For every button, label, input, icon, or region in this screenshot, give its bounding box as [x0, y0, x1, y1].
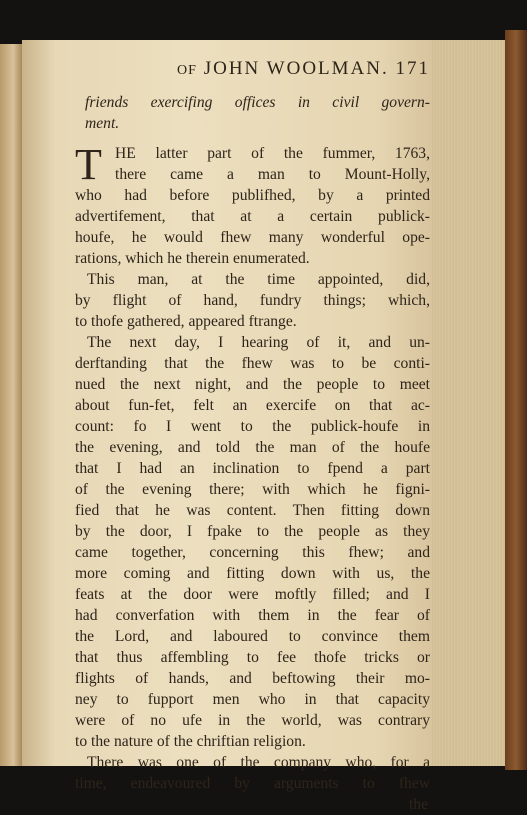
text-line: that thus affembling to fee thofe tricks or [75, 649, 430, 666]
text-line: who had before publifhed, by a printed [75, 187, 430, 204]
paragraph-1 [75, 140, 430, 189]
text-line: by the door, I fpake to the people as they [75, 523, 430, 540]
text-line: There was one of the company who, for a [87, 754, 430, 771]
text-line: to the nature of the chriftian religion. [75, 733, 306, 750]
text-line: more coming and fitting down with us, the [75, 565, 430, 582]
text-line: the evening, and told the man of the houfe [75, 439, 430, 456]
carryover-line: friends exercifing offices in civil govern- [85, 94, 430, 111]
drop-cap: T [75, 140, 102, 189]
text-line: that I had an inclination to fpend a part [75, 460, 430, 477]
text-line: to thofe gathered, appeared ftrange. [75, 313, 297, 330]
text-line: by flight of hand, fundry things; which, [75, 292, 430, 309]
text-line: fied that he was content. Then fitting down [75, 502, 430, 519]
text-line: there came a man to Mount-Holly, [115, 166, 430, 183]
text-line: This man, at the time appointed, did, [87, 271, 430, 288]
text-line: advertifement, that at a certain publick- [75, 208, 430, 225]
header-prefix: OF [177, 63, 197, 78]
header-title: JOHN WOOLMAN. [203, 58, 389, 79]
text-line: feats at the door were moftly filled; and I [75, 586, 430, 603]
text-line: of the evening there; with which he figni- [75, 481, 430, 498]
page-number: 171 [395, 58, 430, 79]
text-line: time, endeavoured by arguments to fhew [75, 775, 430, 792]
text-line: about fun-fet, felt an exercife on that ac- [75, 397, 430, 414]
text-line: ney to fupport men who in that capacity [75, 691, 430, 708]
text-line: derftanding that the fhew was to be conti- [75, 355, 430, 372]
text-line: nued the next night, and the people to meet [75, 376, 430, 393]
text-line: count: fo I went to the publick-houfe in [75, 418, 430, 435]
book-cover [505, 30, 527, 770]
carryover-line: ment. [85, 115, 120, 132]
text-line: flights of hands, and beftowing their mo- [75, 670, 430, 687]
text-line: were of no ufe in the world, was contrary [75, 712, 430, 729]
text-line: had converfation with them in the fear of [75, 607, 430, 624]
left-page-edge [0, 44, 22, 766]
text-line: The next day, I hearing of it, and un- [87, 334, 430, 351]
text-line: the Lord, and laboured to convince them [75, 628, 430, 645]
text-line: HE latter part of the fummer, 1763, [115, 145, 430, 162]
text-line: came together, concerning this fhew; and [75, 544, 430, 561]
text-line: houfe, he would fhew many wonderful ope- [75, 229, 430, 246]
catchword: the [408, 796, 428, 813]
text-line: rations, which he therein enumerated. [75, 250, 310, 267]
running-header [75, 58, 430, 80]
page-text [75, 58, 430, 815]
